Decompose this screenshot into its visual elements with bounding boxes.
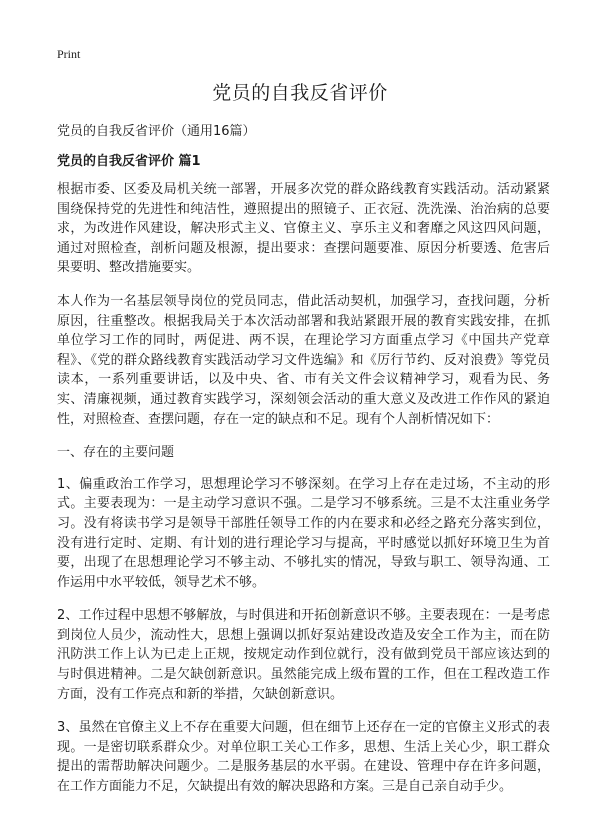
paragraph-intro: 根据市委、区委及局机关统一部署，开展多次党的群众路线教育实践活动。活动紧紧围绕保持党的先进性和纯洁性，遵照提出的照镜子、正衣冠、洗洗澡、治治病的总要求，为改进作风建设，解决形式主义、官僚主义、享乐主义和奢靡之风这四风问题，通过对照检查，剖析问题及根源，提出要求：查摆问题要准、原因分析要透、危害后果要明、整改措施要实。 — [57, 182, 550, 276]
print-link[interactable]: Print — [57, 47, 81, 61]
paragraph-problem-3: 3、虽然在官僚主义上不存在重要大问题，但在细节上还存在一定的官僚主义形式的表现。一是密切联系群众少。对单位职工关心工作多，思想、生活上关心少，职工群众提出的需帮助解决问题少。二是服务基层的水平弱。在建设、管理中存在许多问题，在工作方面能力不足，欠缺提出有效的解决思路和方案。三是自己亲自动手少。 — [57, 720, 550, 795]
section-heading: 党员的自我反省评价 篇1 — [57, 154, 201, 169]
paragraph-problem-2: 2、工作过程中思想不够解放，与时俱进和开拓创新意识不够。主要表现在：一是考虑到岗位人员少，流动性大，思想上强调以抓好泵站建设改造及安全工作为主，而在防汛防洪工作上认为已走上正规，按规定动作到位就行，没有做到党员干部应该达到的与时俱进精神。二是欠缺创新意识。虽然能完成上级布置的工作，但在工程改造工作方面，没有工作亮点和新的举措，欠缺创新意识。 — [57, 608, 550, 702]
paragraph-main-problems-heading: 一、存在的主要问题 — [57, 445, 175, 461]
document-body — [57, 180, 550, 811]
paragraph-problem-1: 1、偏重政治工作学习，思想理论学习不够深刻。在学习上存在走过场，不主动的形式。主要表现为：一是主动学习意识不强。二是学习不够系统。三是不太注重业务学习。没有将读书学习是领导干部胜任领导工作的内在要求和必经之路充分落实到位，没有进行定时、定期、有计划的进行理论学习与提高，平时感觉以抓好环境卫生为首要，出现了在思想理论学习不够主动、不够扎实的情况，导致与职工、领导沟通、工作运用中水平较低，领导艺术不够。 — [57, 476, 550, 590]
document-subtitle: 党员的自我反省评价（通用16篇） — [57, 124, 256, 139]
paragraph-self-statement: 本人作为一名基层领导岗位的党员同志，借此活动契机，加强学习，查找问题，分析原因，往重整改。根据我局关于本次活动部署和我站紧跟开展的教育实践安排，在抓单位学习工作的同时，两促进、两不误，在理论学习方面重点学习《中国共产党章程》、《党的群众路线教育实践活动学习文件选编》和《厉行节约、反对浪费》等党员读本，一系列重要讲话，以及中央、省、市有关文件会议精神学习，观看为民、务实、清廉视频，通过教育实践学习，深刻领会活动的重大意义及改进工作作风的紧迫性，对照检查、查摆问题，存在一定的缺点和不足。现有个人剖析情况如下： — [57, 293, 550, 427]
document-title: 党员的自我反省评价 — [212, 82, 388, 104]
